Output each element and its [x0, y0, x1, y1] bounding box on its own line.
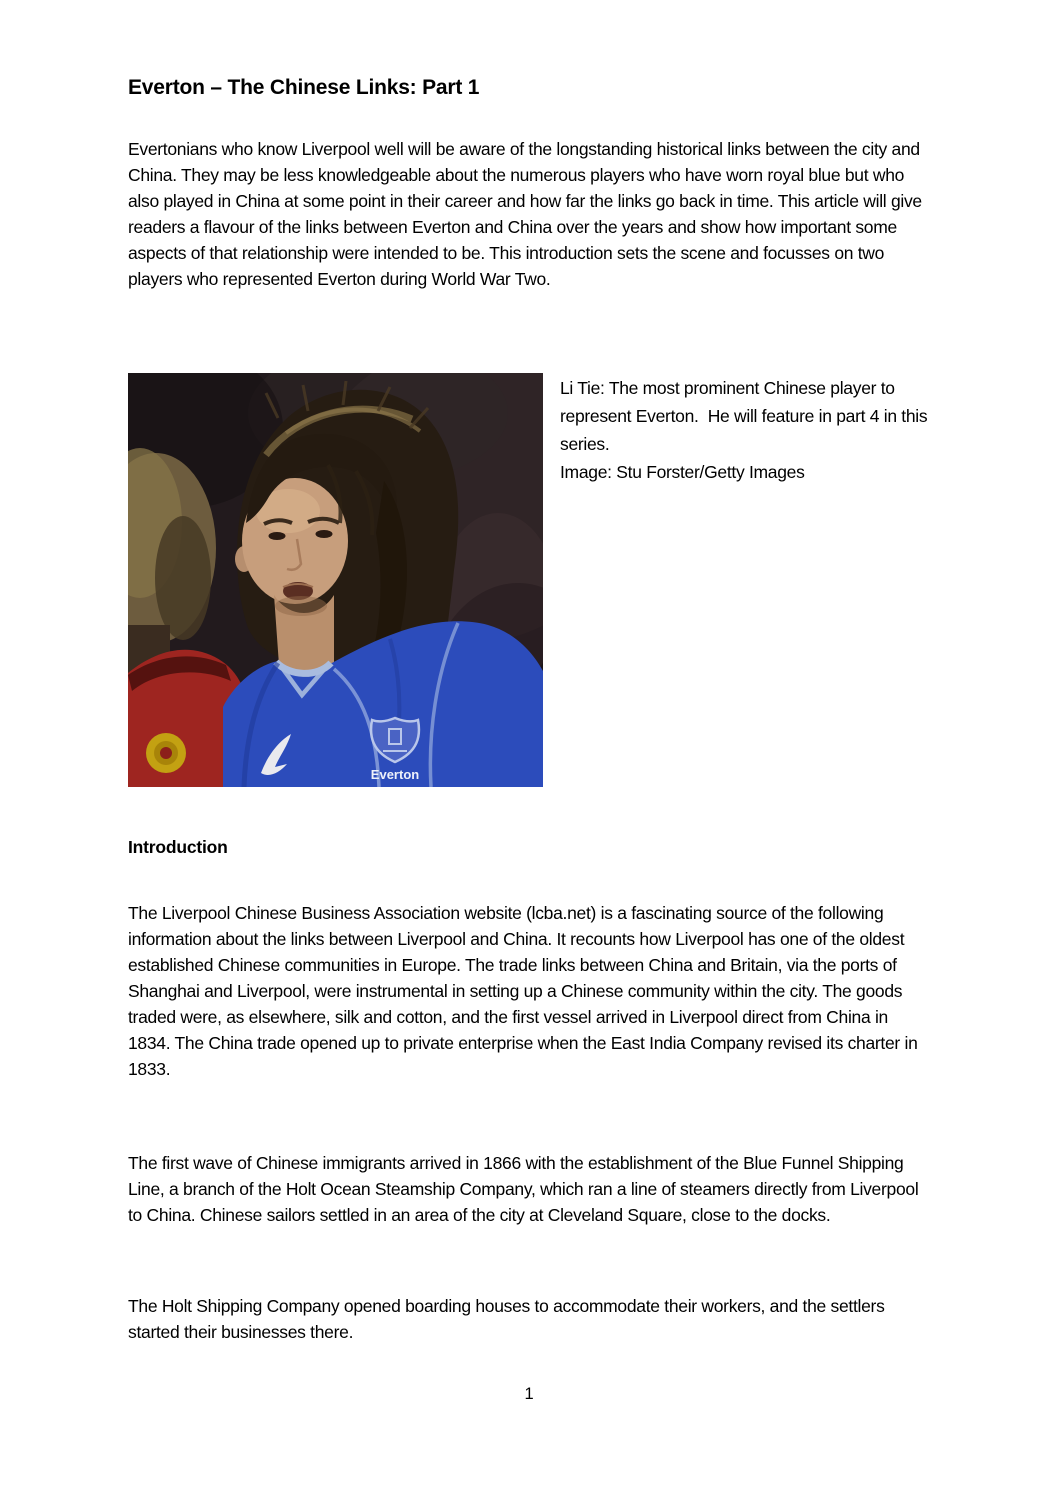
section-heading-introduction: Introduction [128, 837, 228, 857]
everton-crest [371, 718, 419, 782]
article-title: Everton – The Chinese Links: Part 1 [128, 76, 480, 99]
photo-credit: Image: Stu Forster/Getty Images [560, 462, 805, 482]
paragraph-lcba: The Liverpool Chinese Business Association website (lcba.net) is a fascinating source of the following information about the links between Liverpool and China. It recounts how Liverpool has one of the oldest established Chinese communities in Europe. The trade links between China and Britain, via the ports of Shanghai and Liverpool, were instrumental in setting up a Chinese community within the city. The goods traded were, as elsewhere, silk and cotton, and the first vessel arrived in Liverpool direct from China in 1834. The China trade opened up to private enterprise when the East India Company revised its charter in 1833. [128, 903, 918, 1079]
paragraph-holt: The Holt Shipping Company opened boarding houses to accommodate their workers, and the settlers started their businesses there. [128, 1296, 885, 1342]
photo-caption-block [560, 374, 942, 486]
paragraph-immigrants: The first wave of Chinese immigrants arrived in 1866 with the establishment of the Blue Funnel Shipping Line, a branch of the Holt Ocean Steamship Company, which ran a line of steamers directly from Liverpool to China. Chinese sailors settled in an area of the city at Cleveland Square, close to the docks. [128, 1153, 919, 1225]
crest-shirt-text: Everton [370, 767, 420, 782]
article-photo [128, 373, 543, 787]
photo-caption: Li Tie: The most prominent Chinese player to represent Everton. He will feature in part 4 in this series. [560, 378, 932, 454]
li-tie-photo-illustration [128, 373, 543, 787]
page-number: 1 [524, 1385, 534, 1403]
lead-paragraph: Evertonians who know Liverpool well will be aware of the longstanding historical links between the city and China. They may be less knowledgeable about the numerous players who have worn royal blue but who also played in China at some point in their career and how far the links go back in time. This article will give readers a flavour of the links between Everton and China over the years and show how important some aspects of that relationship were intended to be. This introduction sets the scene and focusses on two players who represented Everton during World War Two. [128, 139, 922, 289]
